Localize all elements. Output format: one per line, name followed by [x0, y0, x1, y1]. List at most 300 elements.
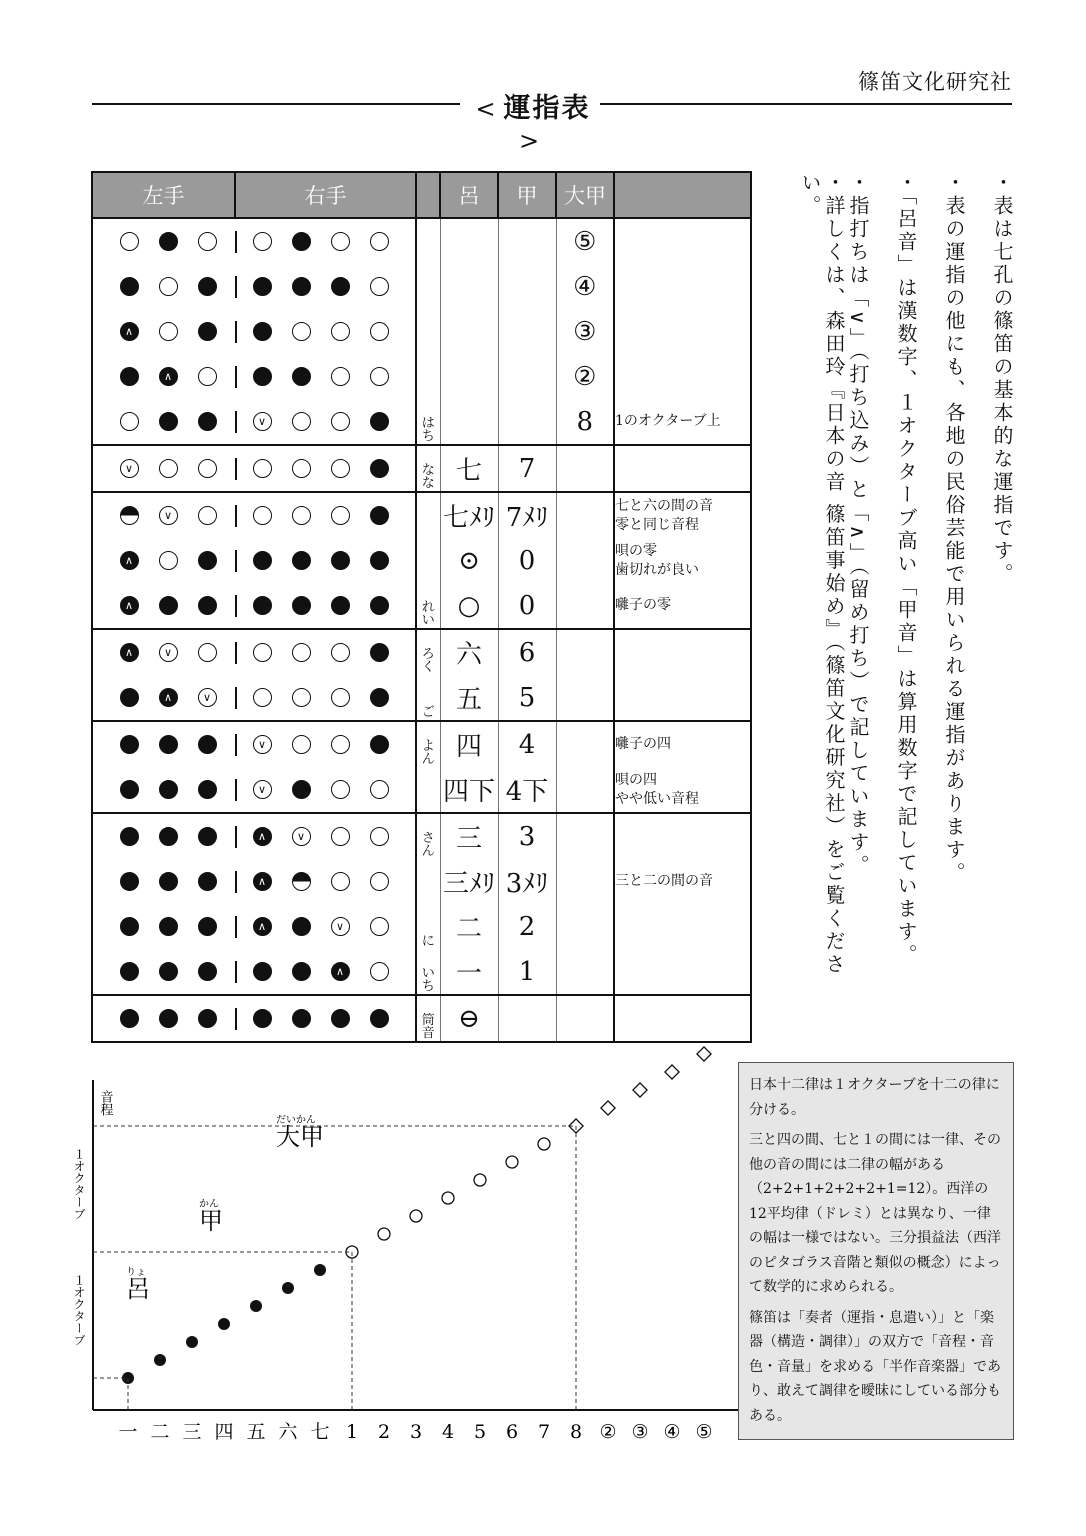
hole-c — [370, 596, 389, 615]
hole-o — [198, 232, 217, 251]
table-row — [92, 859, 751, 904]
kan-cell — [498, 264, 556, 309]
kan-header: 甲 — [498, 172, 556, 218]
kana-cell — [416, 492, 440, 538]
kana-cell: ろく — [416, 629, 440, 675]
kan-cell — [498, 995, 556, 1042]
fingering-cell — [92, 904, 416, 949]
fingering-cell — [92, 813, 416, 859]
hole-cu: ∧ — [120, 643, 139, 662]
hole-h — [120, 506, 139, 525]
kan-cell — [498, 399, 556, 445]
hole-o — [370, 962, 389, 981]
data-point — [474, 1174, 486, 1186]
fingering-cell — [92, 218, 416, 264]
daikan-cell — [556, 538, 614, 583]
ryo-cell: 六 — [440, 629, 498, 675]
hole-c — [159, 827, 178, 846]
hole-c — [198, 827, 217, 846]
hole-c — [370, 412, 389, 431]
hole-o — [292, 735, 311, 754]
note-cell — [614, 675, 751, 721]
note-cell: 1のオクターブ上 — [615, 413, 721, 430]
daikan-cell — [556, 629, 614, 675]
hole-h — [292, 872, 311, 891]
legend-box — [738, 1062, 1014, 1440]
x-tick-label: 6 — [505, 1421, 519, 1443]
data-point — [538, 1138, 550, 1150]
table-row — [92, 629, 751, 675]
kana-cell — [416, 218, 440, 264]
table-row — [92, 949, 751, 995]
note-cell — [614, 218, 751, 264]
hole-c — [159, 232, 178, 251]
kan-cell: 6 — [498, 629, 556, 675]
hole-c — [120, 917, 139, 936]
data-point — [633, 1083, 647, 1097]
note-cell — [614, 813, 751, 859]
hole-c — [120, 688, 139, 707]
hole-ov: ∨ — [253, 780, 272, 799]
hole-cu: ∧ — [159, 688, 178, 707]
hole-o — [159, 459, 178, 478]
x-tick-label: ⑤ — [695, 1421, 713, 1443]
data-point — [282, 1282, 294, 1294]
table-row — [92, 399, 751, 445]
hole-ov: ∨ — [159, 643, 178, 662]
hole-o — [331, 506, 350, 525]
note-line: ・「呂音」は漢数字、１オクターブ高い「甲音」は算用数字で記しています。 — [894, 172, 918, 967]
hole-c — [120, 277, 139, 296]
hole-o — [159, 277, 178, 296]
y-axis-label: 音程 — [97, 1090, 113, 1116]
hole-c — [253, 277, 272, 296]
hole-c — [370, 1009, 389, 1028]
hole-c — [198, 412, 217, 431]
hole-c — [159, 735, 178, 754]
data-point — [442, 1192, 454, 1204]
data-point — [601, 1101, 615, 1115]
note-cell: 唄の零 歯切れが良い — [615, 543, 699, 578]
kana-cell: なな — [416, 445, 440, 492]
hole-c — [370, 735, 389, 754]
x-tick-label: 二 — [150, 1421, 170, 1443]
fingering-cell — [92, 767, 416, 813]
note-cell — [614, 904, 751, 949]
fingering-cell — [92, 538, 416, 583]
kana-cell — [416, 538, 440, 583]
note-cell — [614, 354, 751, 399]
hole-ov: ∨ — [120, 459, 139, 478]
hole-c — [198, 551, 217, 570]
hole-o — [253, 459, 272, 478]
note-cell: 三と二の間の音 — [615, 873, 713, 890]
fingering-cell — [92, 445, 416, 492]
hole-ov: ∨ — [292, 827, 311, 846]
daikan-cell — [556, 675, 614, 721]
x-tick-label: ② — [599, 1421, 617, 1443]
daikan-cell — [556, 949, 614, 995]
note-cell: 唄の四 やや低い音程 — [615, 772, 699, 807]
kan-cell: 0 — [498, 538, 556, 583]
hole-cu: ∧ — [120, 322, 139, 341]
daikan-cell — [556, 492, 614, 538]
legend-line-1: 日本十二律は１オクターブを十二の律に分ける。 — [749, 1077, 1000, 1118]
table-row — [92, 538, 751, 583]
x-tick-label: ④ — [663, 1421, 681, 1443]
data-point — [186, 1336, 198, 1348]
hole-cu: ∧ — [253, 827, 272, 846]
kana-cell: さん — [416, 813, 440, 859]
kana-cell: よん — [416, 721, 440, 767]
hole-o — [370, 277, 389, 296]
daikan-cell — [556, 445, 614, 492]
kana-cell: はち — [416, 399, 440, 445]
hole-c — [120, 735, 139, 754]
hole-o — [198, 643, 217, 662]
right-hand-header: 右手 — [235, 172, 416, 218]
hole-cu: ∧ — [120, 551, 139, 570]
hole-c — [120, 780, 139, 799]
hole-c — [120, 962, 139, 981]
fingering-cell — [92, 264, 416, 309]
fingering-cell — [92, 721, 416, 767]
x-tick-label: 五 — [246, 1421, 266, 1443]
ryo-cell: ⊙ — [440, 538, 498, 583]
hole-c — [292, 367, 311, 386]
daikan-cell — [556, 995, 614, 1042]
hole-o — [331, 643, 350, 662]
daikan-cell: ③ — [556, 309, 614, 354]
hole-o — [331, 322, 350, 341]
note-cell — [614, 949, 751, 995]
x-tick-label: 3 — [409, 1421, 423, 1443]
hole-o — [370, 232, 389, 251]
ryo-cell — [440, 354, 498, 399]
table-row — [92, 721, 751, 767]
hole-c — [253, 596, 272, 615]
note-header — [614, 172, 751, 218]
hole-c — [292, 277, 311, 296]
table-row — [92, 675, 751, 721]
hole-o — [370, 917, 389, 936]
table-row — [92, 354, 751, 399]
x-tick-label: 四 — [214, 1421, 234, 1443]
daikan-cell — [556, 904, 614, 949]
kana-cell: ご — [416, 675, 440, 721]
kana-header — [416, 172, 440, 218]
ryo-cell: 七 — [440, 445, 498, 492]
ryo-cell — [440, 218, 498, 264]
hole-c — [292, 962, 311, 981]
hole-ov: ∨ — [159, 506, 178, 525]
hole-cu: ∧ — [120, 596, 139, 615]
left-hand-header: 左手 — [92, 172, 235, 218]
hole-c — [292, 551, 311, 570]
note-line: ・詳しくは、森田玲『日本の音 篠笛事始め』（篠笛文化研究社）をご覧ください。 — [798, 172, 846, 977]
hole-o — [253, 232, 272, 251]
hole-c — [120, 1009, 139, 1028]
hole-o — [370, 780, 389, 799]
kana-cell: れい — [416, 583, 440, 629]
hole-c — [370, 643, 389, 662]
hole-c — [198, 1009, 217, 1028]
kan-cell: 3ﾒﾘ — [498, 859, 556, 904]
ryo-cell: 七ﾒﾘ — [440, 492, 498, 538]
note-cell: 七と六の間の音 零と同じ音程 — [615, 498, 713, 533]
pitch-chart — [72, 1072, 761, 1443]
hole-o — [159, 551, 178, 570]
ryo-cell: 五 — [440, 675, 498, 721]
ryo-cell: 一 — [440, 949, 498, 995]
hole-c — [292, 780, 311, 799]
x-tick-label: 7 — [537, 1421, 551, 1443]
hole-c — [198, 917, 217, 936]
daikan-cell — [556, 721, 614, 767]
hole-o — [198, 459, 217, 478]
hole-o — [120, 232, 139, 251]
hole-o — [292, 688, 311, 707]
ryo-cell: 三 — [440, 813, 498, 859]
table-row — [92, 492, 751, 538]
table-row — [92, 767, 751, 813]
hole-o — [292, 322, 311, 341]
hole-ov: ∨ — [253, 412, 272, 431]
fingering-cell — [92, 309, 416, 354]
hole-cu: ∧ — [159, 367, 178, 386]
hole-o — [370, 367, 389, 386]
hole-c — [370, 506, 389, 525]
note-line: ・表は七孔の篠笛の基本的な運指です。 — [990, 172, 1014, 586]
region-ruby: かん — [199, 1199, 219, 1210]
fingering-cell — [92, 949, 416, 995]
region-label: 大甲 — [276, 1123, 324, 1151]
hole-cu: ∧ — [253, 917, 272, 936]
hole-c — [120, 872, 139, 891]
note-cell: 囃子の四 — [615, 736, 671, 753]
hole-o — [331, 232, 350, 251]
hole-c — [292, 917, 311, 936]
data-point — [154, 1354, 166, 1366]
hole-o — [370, 322, 389, 341]
hole-c — [159, 872, 178, 891]
data-point — [378, 1228, 390, 1240]
table-row — [92, 904, 751, 949]
kana-cell: いち — [416, 949, 440, 995]
ryo-cell: 四 — [440, 721, 498, 767]
table-row — [92, 445, 751, 492]
table-row — [92, 813, 751, 859]
kan-cell: 5 — [498, 675, 556, 721]
x-tick-label: 一 — [118, 1421, 138, 1443]
hole-o — [159, 322, 178, 341]
hole-c — [292, 1009, 311, 1028]
fingering-cell — [92, 675, 416, 721]
daikan-cell — [556, 859, 614, 904]
fingering-cell — [92, 399, 416, 445]
octave-label: １オクターブ — [72, 1148, 86, 1220]
hole-c — [198, 780, 217, 799]
kan-cell: 7 — [498, 445, 556, 492]
region-label: 呂 — [126, 1275, 150, 1303]
daikan-cell: ② — [556, 354, 614, 399]
region-label: 甲 — [199, 1207, 223, 1235]
header-rule-left — [92, 103, 460, 105]
kan-cell: 4 — [498, 721, 556, 767]
kan-cell: 7ﾒﾘ — [498, 492, 556, 538]
kan-cell: 3 — [498, 813, 556, 859]
hole-c — [198, 596, 217, 615]
hole-c — [370, 688, 389, 707]
ryo-cell: ○ — [440, 583, 498, 629]
hole-c — [198, 872, 217, 891]
fingering-cell — [92, 995, 416, 1042]
kan-cell — [498, 354, 556, 399]
hole-c — [331, 596, 350, 615]
table-row — [92, 264, 751, 309]
ryo-cell — [440, 309, 498, 354]
note-line: ・指打ちは「∨」（打ち込み）と「∧」（留め打ち）で記しています。 — [846, 172, 870, 878]
hole-c — [120, 367, 139, 386]
fingering-cell — [92, 629, 416, 675]
kan-cell: 2 — [498, 904, 556, 949]
hole-c — [159, 780, 178, 799]
hole-o — [331, 827, 350, 846]
hole-c — [198, 277, 217, 296]
hole-o — [292, 506, 311, 525]
kan-cell: 4下 — [498, 767, 556, 813]
ryo-header: 呂 — [440, 172, 498, 218]
hole-o — [198, 506, 217, 525]
hole-c — [331, 551, 350, 570]
kana-cell: 筒音 — [416, 995, 440, 1042]
hole-o — [292, 412, 311, 431]
page-title: < 運指表> — [475, 93, 591, 155]
table-row — [92, 218, 751, 264]
hole-c — [159, 596, 178, 615]
daikan-cell: ④ — [556, 264, 614, 309]
region-ruby: だいかん — [276, 1115, 316, 1126]
hole-ov: ∨ — [253, 735, 272, 754]
kana-cell — [416, 264, 440, 309]
kan-cell — [498, 218, 556, 264]
hole-o — [253, 688, 272, 707]
table-row — [92, 309, 751, 354]
x-tick-label: 七 — [310, 1421, 330, 1443]
data-point — [218, 1318, 230, 1330]
hole-c — [159, 917, 178, 936]
data-point — [314, 1264, 326, 1276]
x-tick-label: 2 — [377, 1421, 391, 1443]
fingering-cell — [92, 354, 416, 399]
hole-c — [253, 367, 272, 386]
table-row — [92, 995, 751, 1042]
hole-c — [370, 551, 389, 570]
hole-c — [253, 962, 272, 981]
brand-name: 篠笛文化研究社 — [858, 70, 1012, 94]
hole-o — [253, 506, 272, 525]
x-tick-label: 4 — [441, 1421, 455, 1443]
fingering-table — [91, 171, 752, 1043]
hole-o — [292, 459, 311, 478]
hole-o — [198, 367, 217, 386]
hole-cu: ∧ — [331, 962, 350, 981]
hole-o — [331, 780, 350, 799]
hole-cu: ∧ — [253, 872, 272, 891]
hole-c — [159, 962, 178, 981]
hole-c — [253, 1009, 272, 1028]
hole-c — [253, 322, 272, 341]
hole-c — [292, 596, 311, 615]
table-row — [92, 583, 751, 629]
hole-c — [198, 962, 217, 981]
hole-c — [292, 232, 311, 251]
hole-o — [292, 643, 311, 662]
kan-cell: 1 — [498, 949, 556, 995]
kana-cell: に — [416, 904, 440, 949]
hole-c — [198, 735, 217, 754]
hole-o — [331, 412, 350, 431]
ryo-cell: 四下 — [440, 767, 498, 813]
note-cell — [614, 445, 751, 492]
legend-line-3: 篠笛は「奏者（運指・息遣い）」と「楽器（構造・調律）」の双方で「音程・音色・音量」を求める「半作音楽器」であり、敢えて調律を曖昧にしている部分もある。 — [749, 1309, 1001, 1424]
daikan-cell — [556, 813, 614, 859]
x-tick-label: ③ — [631, 1421, 649, 1443]
region-ruby: りょ — [126, 1267, 146, 1278]
data-point — [250, 1300, 262, 1312]
ryo-cell: 三ﾒﾘ — [440, 859, 498, 904]
note-cell — [614, 264, 751, 309]
daikan-cell: ⑤ — [556, 218, 614, 264]
ryo-cell — [440, 264, 498, 309]
hole-c — [370, 459, 389, 478]
hole-c — [253, 551, 272, 570]
data-point — [506, 1156, 518, 1168]
data-point — [665, 1065, 679, 1079]
hole-c — [198, 322, 217, 341]
note-cell — [614, 995, 751, 1042]
ryo-cell: 二 — [440, 904, 498, 949]
hole-c — [120, 827, 139, 846]
hole-o — [331, 735, 350, 754]
fingering-cell — [92, 859, 416, 904]
hole-o — [331, 872, 350, 891]
fingering-cell — [92, 583, 416, 629]
hole-o — [331, 688, 350, 707]
hole-c — [159, 412, 178, 431]
note-line: ・表の運指の他にも、各地の民俗芸能で用いられる運指があります。 — [942, 172, 966, 885]
fingering-cell — [92, 492, 416, 538]
kana-cell — [416, 859, 440, 904]
ryo-cell: ⊖ — [440, 995, 498, 1042]
note-cell: 囃子の零 — [615, 597, 671, 614]
legend-line-2: 三と四の間、七と１の間には一律、その他の音の間には二律の幅がある（2+2+1+2+2+2+1=12）。西洋の12平均律（ドレミ）とは異なり、一律の幅は一様ではない。三分損益法（西洋のピタゴラス音階と類似の概念）によって数学的に求められる。 — [749, 1132, 1001, 1295]
x-tick-label: 1 — [345, 1421, 359, 1443]
x-tick-label: 5 — [473, 1421, 487, 1443]
x-tick-label: 三 — [182, 1421, 202, 1443]
hole-o — [370, 872, 389, 891]
kana-cell — [416, 354, 440, 399]
hole-o — [331, 459, 350, 478]
daikan-cell — [556, 583, 614, 629]
kan-cell: 0 — [498, 583, 556, 629]
hole-o — [120, 412, 139, 431]
hole-o — [370, 827, 389, 846]
hole-c — [331, 1009, 350, 1028]
daikan-cell: 8 — [556, 399, 614, 445]
ryo-cell — [440, 399, 498, 445]
hole-c — [331, 277, 350, 296]
